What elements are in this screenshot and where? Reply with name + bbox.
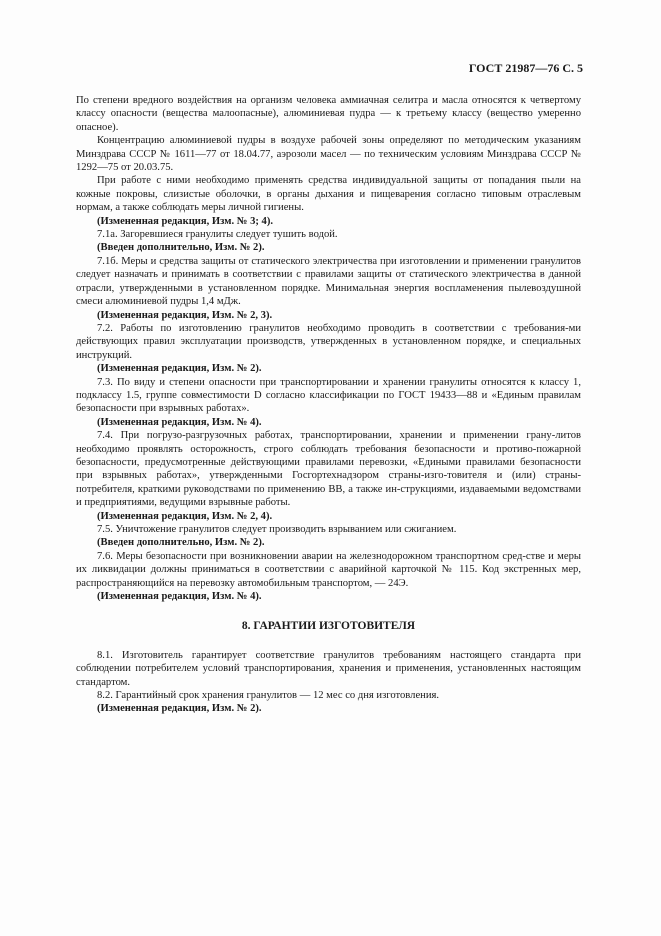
paragraph: 7.5. Уничтожение гранулитов следует производить взрыванием или сжиганием. <box>97 524 457 535</box>
paragraph: 7.1б. Меры и средства защиты от статического электричества при изготовлении и применении гранулитов следует назначать и принимать в соответствии с правилами защиты от статического электричества в данной отрасли, утвержденными в установленном порядке. Минимальная энергия воспламенения пылевоздушной смеси алюминиевой пудры 1,4 мДж. <box>76 255 581 308</box>
amendment-note: (Введен дополнительно, Изм. № 2). <box>97 242 265 254</box>
paragraph: 8.2. Гарантийный срок хранения гранулитов — 12 мес со дня изготовления. <box>97 690 440 702</box>
amendment-note: (Измененная редакция, Изм. № 2, 3). <box>97 309 273 321</box>
paragraph: 7.4. При погрузо-разгрузочных работах, транспортировании, хранении и применении грану-литов необходимо проявлять осторожность, строго соблюдать требования безопасности и противо-пожарной безопасности, предусмотренные действующими правилами перевозки, «Едиными правилами безопасности при взрывных работах», утвержденными Госгортехнадзором страны-изго-товителя и (или) страны-потребителя, краткими руководствами по применению ВВ, а также ин-струкциями, издаваемыми ведомствами и предприятиями, ведущими взрывные работы. <box>76 430 581 509</box>
page-header: ГОСТ 21987—76 С. 5 <box>468 61 583 75</box>
amendment-note: (Введен дополнительно, Изм. № 2). <box>97 537 265 549</box>
amendment-note: (Измененная редакция, Изм. № 2). <box>97 703 262 715</box>
paragraph: Концентрацию алюминиевой пудры в воздухе рабочей зоны определяют по методическим указаниям Минздрава СССР № 1611—77 от 18.04.77, аэрозоли масел — по техническим условиям Минздрава СССР № 1292—75 от 20.03.75. <box>76 135 581 174</box>
amendment-note: (Измененная редакция, Изм. № 4). <box>97 416 262 428</box>
section-title: 8. ГАРАНТИИ ИЗГОТОВИТЕЛЯ <box>241 620 416 633</box>
paragraph: По степени вредного воздействия на организм человека аммиачная селитра и масла относятся к четвертому классу опасности (вещества малоопасные), алюминиевая пудра — к третьему классу (вещество умеренно опасное). <box>76 95 581 133</box>
paragraph: 7.3. По виду и степени опасности при транспортировании и хранении гранулиты относятся к классу 1, подклассу 1.5, группе совместимости D согласно классификации по ГОСТ 19433—88 и «Единым правилам безопасности при взрывных работах». <box>76 376 581 415</box>
section-8-block <box>76 649 581 716</box>
paragraph: При работе с ними необходимо применять средства индивидуальной защиты от попадания пыли на кожные покровы, слизистые оболочки, в органы дыхания и пищеварения согласно типовым отраслевым нормам, а также соблюдать меры личной гигиены. <box>76 175 581 214</box>
amendment-note: (Измененная редакция, Изм. № 2). <box>97 363 262 375</box>
section-7-block <box>76 94 581 603</box>
paragraph: 8.1. Изготовитель гарантирует соответствие гранулитов требованиям настоящего стандарта при соблюдении потребителем условий транспортирования, хранения и применения, установленных настоящим стандартом. <box>76 649 581 688</box>
amendment-note: (Измененная редакция, Изм. № 4). <box>97 591 262 603</box>
amendment-note: (Измененная редакция, Изм. № 2, 4). <box>97 510 273 522</box>
document-body <box>76 94 581 716</box>
paragraph: 7.2. Работы по изготовлению гранулитов необходимо проводить в соответствии с требования-ми действующих правил эксплуатации производств, утвержденных в установленном порядке, и специальных инструкций. <box>76 322 581 361</box>
paragraph: 7.6. Меры безопасности при возникновении аварии на железнодорожном транспортном сред-стве и меры их ликвидации должны приниматься в соответствии с аварийной карточкой № 115. Код экстренных мер, распространяющийся на перевозку автомобильным транспортом, — 24Э. <box>76 550 581 589</box>
paragraph: 7.1а. Загоревшиеся гранулиты следует тушить водой. <box>97 229 338 241</box>
amendment-note: (Измененная редакция, Изм. № 3; 4). <box>97 215 274 227</box>
